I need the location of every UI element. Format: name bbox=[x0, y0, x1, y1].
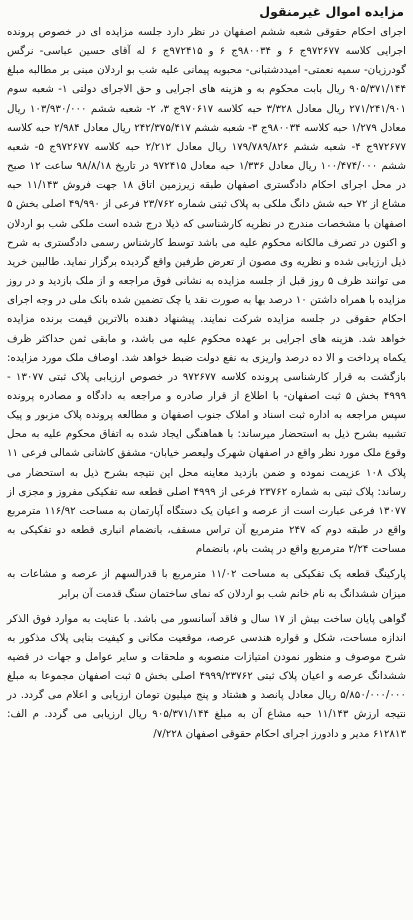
notice-paragraph-1: اجرای احکام حقوقی شعبه ششم اصفهان در نظر دارد جلسه مزایده ای در خصوص پرونده اجرایی کلاسه ۹۷۲۶۷۷ج ۶ و ۹۸۰۰۳۴ج ۶ و ۹۷۲۴۱۵ج ۶ له آقای حسین عباسی- نرگس گودرزیان- سمیه نعمتی- امیددشتبانی- محبوبه پیمانی علیه شب بو اردلان مبنی بر مطالبه مبلغ ۹۰۵/۳۷۱/۱۴۴ ریال بابت محکوم به و هزینه های اجرایی و حق الاجرای دولتی ۱- شعبه سوم ۲۷۱/۲۴۱/۹۰۱ ریال معادل ۳/۳۲۸ حبه کلاسه ۹۷۰۶۱۷ج ۳، ۲- شعبه ششم ۱۰۳/۹۳۰/۰۰۰ ریال معادل ۱/۲۷۹ حبه کلاسه ۹۸۰۰۳۴ج ۳- شعبه ششم ۲۴۲/۳۷۵/۴۱۷ ریال معادل ۲/۹۸۴ حبه کلاسه ۹۷۲۶۷۷ج ۴- شعبه ششم ۱۷۹/۷۸۹/۸۲۶ ریال معادل ۲/۲۱۲ حبه کلاسه ۹۷۲۶۷۷ج ۵- شعبه ششم ۱۰۰/۴۷۴/۰۰۰ ریال معادل ۱/۳۳۶ حبه معادل ۹۷۲۴۱۵ در تاریخ ۹۸/۸/۱۸ ساعت ۱۲ صبح در محل اجرای احکام دادگستری اصفهان طبقه زیرزمین اتاق ۱۸ جهت فروش ۱۱/۱۴۳ حبه مشاع از ۷۲ حبه شش دانگ ملکی به پلاک ثبتی شماره ۲۳/۷۶۲ فرعی از ۴۹/۹۹۰ اصلی بخش ۵ اصفهان با مشخصات مندرج در نظریه کارشناسی که ذیلا درج شده است ملکی شب بو اردلان و اکنون در تصرف مالکانه محکوم علیه می باشد توسط کارشناس رسمی دادگستری به شرح ذیل ارزیابی شده و نظریه وی مصون از تعرض طرفین واقع گردیده برگزار نماید. طالبین خرید می توانند ظرف ۵ روز قبل از جلسه مزایده به نشانی فوق مراجعه و از ملک بازدید و در روز مزایده با همراه داشتن ۱۰ درصد بها به صورت نقد یا چک تضمین شده بانک ملی در وجه اجرای احکام حقوقی در جلسه مزایده شرکت نمایند. پیشنهاد دهنده بالاترین قیمت برنده مزایده خواهد شد. هزینه های اجرایی بر عهده محکوم علیه می باشد، و مابقی ثمن حداکثر ظرف یکماه پرداخت و الا ده درصد واریزی به نفع دولت ضبط خواهد شد. اوصاف ملک مورد مزایده: بازگشت به قرار کارشناسی پرونده کلاسه ۹۷۲۶۷۷ در خصوص ارزیابی پلاک ثبتی ۱۳۰۷۷ - ۴۹۹۹ بخش ۵ ثبت اصفهان- با اطلاع از قرار صادره و مراجعه به دادگاه و مصادره پرونده سپس مراجعه به اداره ثبت اسناد و املاک جنوب اصفهان و مطالعه پرونده پلاک مزبور و پیک تشبیه بشرح ذیل به استحضار میرساند: با هماهنگی ایجاد شده به اتفاق محکوم علیه به محل وقوع ملک مورد نظر واقع در اصفهان شهرک ولیعصر خیابان- مشفق کاشانی شمالی فرعی ۱۱ پلاک ۱۰۸ عزیمت نموده و ضمن بازدید معاینه محل این نتیجه بشرح ذیل به استحضار می رساند: پلاک ثبتی به شماره ۲۳۷۶۲ فرعی از ۴۹۹۹ اصلی قطعه سه تفکیکی مفروز و مجزی از ۱۳۰۷۷ فرعی عبارت است از عرصه و اعیان یک دستگاه آپارتمان به مساحت ۱۱۶/۹۲ مترمربع واقع در طبقه دوم که ۲۴۷ مترمربع آن تراس مسقف، بانضمام انباری قطعه دو تفکیکی به مساحت ۲/۲۴ مترمربع واقع در پشت بام، بانضمام bbox=[7, 26, 407, 556]
notice-paragraph-2: پارکینگ قطعه یک تفکیکی به مساحت ۱۱/۰۲ مترمربع با قدرالسهم از عرصه و مشاعات به میزان ششدانگ به نام خانم شب بو اردلان که نمای ساختمان سنگ قدمت آن برابر bbox=[7, 568, 406, 600]
notice-title: مزایده اموال غیرمنقول bbox=[259, 4, 404, 19]
notice-paragraph-3: گواهی پایان ساخت بیش از ۱۷ سال و فاقد آسانسور می باشد. با عنایت به موارد فوق الذکر اندازه مساحت، شکل و قواره هندسی عرصه، موقعیت مکانی و کیفیت بنایی پلاک مذکور به شرح موصوف و منظور نمودن امتیازات منصوبه و ملحقات و سایر عوامل و جهات در قضیه ششدانگ عرصه و اعیان پلاک ثبتی ۴۹۹۹/۲۳۷۶۲ اصلی بخش ۵ ثبت اصفهان مجموعا به مبلغ ۵/۸۵۰/۰۰۰/۰۰۰ ریال معادل پانصد و هشتاد و پنج میلیون تومان ارزیابی و اعلام می گردد. در نتیجه ارزش ۱۱/۱۴۳ حبه مشاع آن به مبلغ ۹۰۵/۳۷۱/۱۴۴ ریال ارزیابی می گردد. م الف: ۶۱۲۸۱۳ مدیر و دادورز اجرای احکام حقوقی اصفهان ۷/۲۲۸/ bbox=[7, 612, 407, 740]
